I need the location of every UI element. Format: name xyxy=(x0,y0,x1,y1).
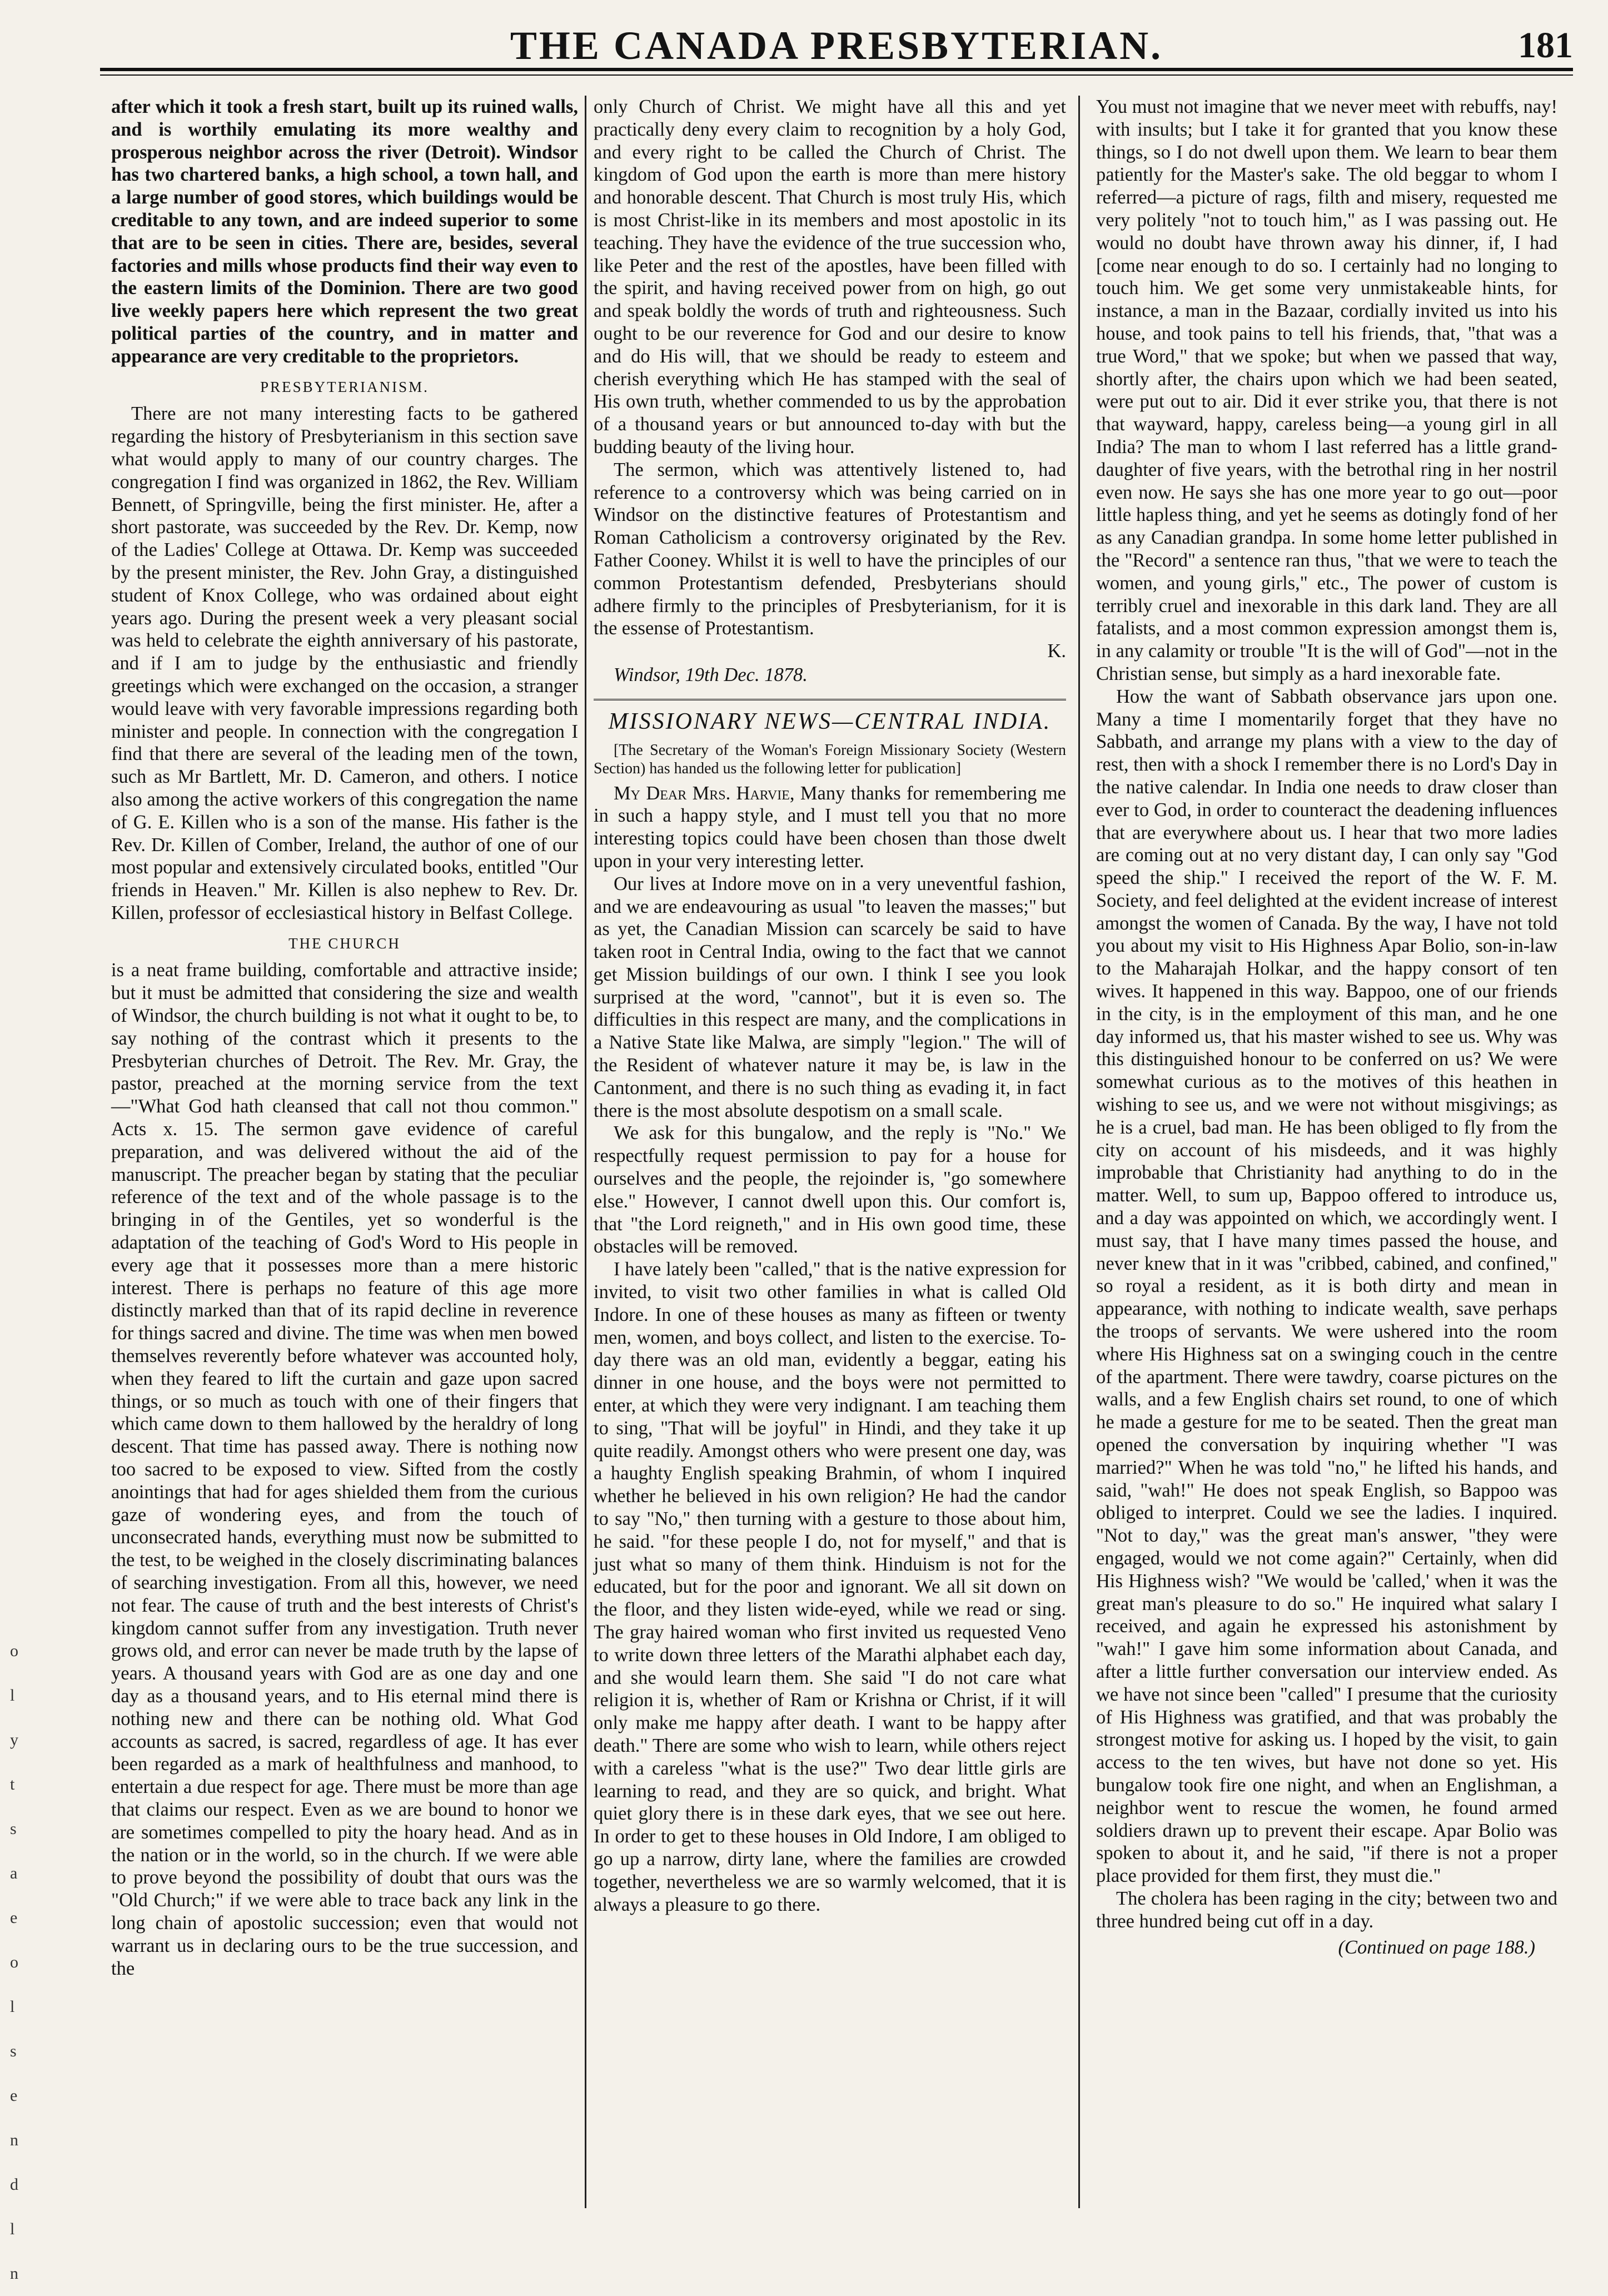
margin-mark: e xyxy=(10,1909,18,1927)
continued-notice: (Continued on page 188.) xyxy=(1338,1936,1535,1958)
margin-mark: t xyxy=(10,1775,15,1793)
editor-note: [The Secretary of the Woman's Foreign Missionary Society (Western Section) has handed us the following letter for publication] xyxy=(594,741,1066,777)
presbyterianism-paragraph: There are not many interesting facts to be gathered regarding the history of Presbyterianism in this section save what would apply to many of our country charges. The congregation I find was organized in 1862, the Rev. William Bennett, of Springville, being the first minister. He, after a short pastorate, was succeeded by the Rev. Dr. Kemp, now of the Ladies' College at Ottawa. Dr. Kemp was succeeded by the present minister, the Rev. John Gray, a distinguished student of Knox College, who was ordained about eight years ago. During the present week a very pleasant social was held to celebrate the eighth anniversary of his pastorate, and if I am to judge by the enthusiastic and friendly greetings which were exchanged on the occasion, a stranger would leave with very favorable impressions regarding both minister and people. In connection with the congregation I find that there are several of the leading men of the town, such as Mr Bartlett, Mr. D. Cameron, and others. I notice also among the active workers of this congregation the name of G. E. Killen who is a son of the manse. His father is the Rev. Dr. Killen of Comber, Ireland, the author of one of our most popular and extensively circulated books, entitled "Our friends in Heaven." Mr. Killen is also nephew to Rev. Dr. Killen, professor of ecclesiastical history in Belfast College. xyxy=(111,403,578,923)
page-number: 181 xyxy=(1518,25,1573,66)
heading-the-church: THE CHURCH xyxy=(288,935,401,952)
margin-mark: n xyxy=(10,2131,18,2149)
letter-paragraph: Our lives at Indore move on in a very uneventful fashion, and we are endeavouring as usual "to leaven the masses;" but as yet, the Canadian Mission can scarcely be said to have taken root in Central India, owing to the fact that we cannot get Mission buildings of our own. I think I see you look surprised at the word, "cannot", but it is even so. The difficulties in this respect are many, and the complications in a Native State like Malwa, are simply "legion." The will of the Resident of whatever nature it may be, is law in the Cantonment, and there is no such thing as evading it, in fact there is the most absolute despotism on a small scale. xyxy=(594,873,1066,1121)
letter-paragraph: We ask for this bungalow, and the reply is "No." We respectfully request permission to pay for a house for ourselves and the people, the rejoinder is, "go somewhere else." However, I cannot dwell upon this. Our comfort is, that "the Lord reigneth," and in His own good time, these obstacles will be removed. xyxy=(594,1122,1066,1258)
margin-mark: l xyxy=(10,1997,15,2016)
masthead-rule xyxy=(100,68,1573,71)
column-2 xyxy=(594,96,1066,1916)
letter-opening xyxy=(594,782,1066,873)
letter-paragraph: The cholera has been raging in the city; between two and three hundred being cut off in a day. xyxy=(1096,1887,1557,1932)
margin-mark: l xyxy=(10,1686,15,1704)
sermon-paragraph: The sermon, which was attentively listened to, had reference to a controversy which was being carried on in Windsor on the distinctive features of Protestantism and Roman Catholicism a controversy originated by the Rev. Father Cooney. Whilst it is well to have the principles of our common Protestantism defended, Presbyterians should adhere firmly to the principles of Presbyterianism, for it is the essense of Protestantism. xyxy=(594,459,1066,639)
letter-paragraph: How the want of Sabbath observance jars upon one. Many a time I momentarily forget that they have no Sabbath, and arrange my plans with a view to the day of rest, then with a shock I remember there is no Lord's Day in the native calendar. In India one needs to draw closer than ever to God, in order to counteract the deadening influences that are everywhere about us. I hear that two more ladies are coming out at no very distant day, I can only say "God speed the ship." I received the report of the W. F. M. Society, and feel delighted at the evident increase of interest amongst the women of Canada. By the way, I have not told you about my visit to His Highness Apar Bolio, son-in-law to the Maharajah Holkar, and the happy consort of ten wives. It happened in this way. Bappoo, one of our friends in the city, is in the employment of this man, and he one day informed us, that his master wished to see us. Why was this distinguished honour to be conferred on us? We were somewhat curious as to the motives of this heathen in wishing to see us, and we were not without misgivings; as he is a cruel, bad man. He has been obliged to fly from the city on account of his misdeeds, and it was highly improbable that Christianity had anything to do in the matter. Well, to sum up, Bappoo offered to introduce us, and a day was appointed on which, we accordingly went. I must say, that I have many times passed the house, and never knew that in it was "cribbed, cabined, and confined," so royal a resident, as it is both dirty and mean in appearance, with nothing to indicate wealth, save perhaps the troops of servants. We were ushered into the room where His Highness sat on a swinging couch in the centre of the apartment. There were tawdry, coarse pictures on the walls, and a few English chairs set round, to one of which he made a gesture for me to be seated. Then the great man opened the conversation by inquiring whether "I was married?" When he was told "no," he lifted his hands, and said, "wah!" He does not speak English, so Bappoo was obliged to interpret. Could we see the ladies. I inquired. "Not to day," was the great man's answer, "they were engaged, would we not come again?" Certainly, when did His Highness wish? "We would be 'called,' when it was the great man's pleasure to do so." He inquired what salary I received, and again he expressed his astonishment by "wah!" I gave him some information about Canada, and after a little further conversation our interview ended. As we have not since been "called" I presume that the curiosity of His Highness was gratified, and that was probably the strongest motive for asking us. I hoped by the visit, to gain access to the ten wives, but have not done so yet. His bungalow took fire one night, and when an Englishman, a neighbor went to rescue the women, he found armed soldiers drawn up to prevent their escape. Apar Bolio was spoken to about it, and he said, "if there is not a proper place provided for them first, they must die." xyxy=(1096,685,1557,1887)
heading-presbyterianism: PRESBYTERIANISM. xyxy=(260,378,429,395)
column-3 xyxy=(1096,96,1557,1959)
margin-mark: s xyxy=(10,1820,17,1838)
author-signature: K. xyxy=(1047,640,1066,662)
margin-mark: s xyxy=(10,2042,17,2060)
missionary-news-heading: MISSIONARY NEWS—CENTRAL INDIA. xyxy=(594,699,1066,733)
column-1 xyxy=(111,96,578,1980)
margin-mark: e xyxy=(10,2086,18,2105)
column-divider xyxy=(585,96,586,2208)
church-paragraph: is a neat frame building, comfortable and attractive inside; but it must be admitted that considering the size and wealth of Windsor, the church building is not what it ought to be, to say nothing of the contrast which it presents to the Presbyterian churches of Detroit. The Rev. Mr. Gray, the pastor, preached at the morning service from the text—"What God hath cleansed that call not thou common." Acts x. 15. The sermon gave evidence of careful preparation, and was delivered without the aid of the manuscript. The preacher began by stating that the peculiar reference of the text and of the whole passage is to the bringing in of the Gentiles, yet so wonderful is the adaptation of the teaching of God's Word to His people in every age that it possesses more than a mere historic interest. There is perhaps no feature of this age more distinctly marked than that of its rapid decline in reverence for things sacred and divine. The time was when men bowed themselves reverently before whatever was accounted holy, when they feared to lift the curtain and gaze upon sacred things, or so much as touch with one of their fingers that which came down to them hallowed by the heraldry of long descent. That time has passed away. There is nothing now too sacred to be exposed to view. Sifted from the costly anointings that had for ages shielded them from the curious gaze of wondering eyes, and from the touch of unconsecrated hands, everything must now be submitted to the test, to be weighed in the closely discriminating balances of searching investigation. From all this, however, we need not fear. The cause of truth and the best interests of Christ's kingdom cannot suffer from any investigation. Truth never grows old, and error can never be made truth by the lapse of years. A thousand years with God are as one day and one day as a thousand years, and to His eternal mind there is nothing new and there can be nothing old. What God accounts as sacred, is sacred, regardless of age. It has ever been regarded as a mark of healthfulness and manhood, to entertain a due respect for age. There must be more than age that claims our respect. Even as we are bound to honor we are sometimes compelled to pity the hoary head. And as in the nation or in the world, so in the church. If we were able to prove beyond the possibility of doubt that ours was the "Old Church;" if we were able to trace back any link in the long chain of apostolic succession; even that would not warrant us in declaring ours to be the true succession, and the xyxy=(111,960,578,1979)
salutation: My Dear Mrs. Harvie, xyxy=(614,782,795,804)
margin-mark: a xyxy=(10,1864,18,1882)
dateline: Windsor, 19th Dec. 1878. xyxy=(614,664,808,685)
masthead xyxy=(100,21,1573,71)
masthead-rule-thin xyxy=(100,74,1573,76)
church-continuation-paragraph: only Church of Christ. We might have all this and yet practically deny every claim to recognition by a holy God, and every right to be called the Church of Christ. The kingdom of God upon the earth is more than mere history and honorable descent. That Church is most truly His, which is most Christ-like in its members and most apostolic in its teaching. They have the evidence of the true succession who, like Peter and the rest of the apostles, have been filled with the spirit, and having received power from on high, go out and speak boldly the words of truth and righteousness. Such ought to be our reverence for God and our desire to know and do His will, that we should be ready to esteem and cherish everything which He has stamped with the seal of His own truth, whether commended to us by the approbation of a thousand years or but announced to-day with but the budding beauty of the living hour. xyxy=(594,96,1066,458)
windsor-intro-paragraph: after which it took a fresh start, built up its ruined walls, and is worthily emulating its more wealthy and prosperous neighbor across the river (Detroit). Windsor has two chartered banks, a high school, a town hall, and a large number of good stores, which buildings would be creditable to any town, and are indeed superior to some that are to be seen in cities. There are, besides, several factories and mills whose products find their way even to the eastern limits of the Dominion. There are two good live weekly papers here which represent the two great political parties of the country, and in matter and appearance are very creditable to the proprietors. xyxy=(111,96,578,367)
column-divider xyxy=(1078,96,1080,2208)
margin-mark: n xyxy=(10,2264,18,2283)
letter-opening-text: Many thanks for remembering me in such a happy style, and I must tell you that no more interesting topics could have been chosen than those dwelt upon in your very interesting letter. xyxy=(594,782,1066,872)
margin-mark: o xyxy=(10,1642,18,1660)
margin-marks xyxy=(10,1629,32,2296)
letter-paragraph: You must not imagine that we never meet with rebuffs, nay! with insults; but I take it for granted that you know these things, so I do not dwell upon them. We learn to bear them patiently for the Master's sake. The old beggar to whom I referred—a picture of rags, filth and misery, requested me very politely "not to touch him," as I was passing out. He would no doubt have thrown away his dinner, if, I had [come near enough to do so. I certainly had no longing to touch him. We get some very unmistakeable hints, for instance, a man in the Bazaar, cordially invited us into his house, and took pains to tell his friends, that, "that was a true Word," that we spoke; but when we passed that way, shortly after, the chairs upon which we had been seated, were put out to air. Did it ever strike you, that there is not that wayward, happy, careless being—a young girl in all India? The man to whom I last referred has a little grand-daughter of five years, with the betrothal ring in her nostril even now. He says she has one more year to go out—poor little hapless thing, and yet he seems as dotingly fond of her as any Canadian grandpa. In some home letter published in the "Record" a sentence ran thus, "that we were to teach the women, and young girls," etc., The power of custom is terribly cruel and inexorable in this dark land. They are all fatalists, and a most common expression amongst them is, in any calamity or trouble "It is the will of God"—not in the Christian sense, but simply as a hard inexorable fate. xyxy=(1096,96,1557,684)
letter-paragraph: I have lately been "called," that is the native expression for invited, to visit two other families in what is called Old Indore. In one of these houses as many as fifteen or twenty men, women, and boys collect, and listen to the exercise. To-day there was an old man, evidently a beggar, eating his dinner in one house, and the boys were not permitted to enter, at which they were very indignant. I am teaching them to sing, "That will be joyful" in Hindi, and they take it up quite readily. Amongst others who were present one day, was a haughty English speaking Brahmin, of whom I inquired whether he believed in his own religion? He had the candor to say "No," then turning with a gesture to those about him, he said. "for these people I do, not for myself," and that is just what so many of them think. Hinduism is not for the educated, but for the poor and ignorant. We all sit down on the floor, and they listen wide-eyed, while we read or sing. The gray haired woman who first invited us requested Veno to write down three letters of the Marathi alphabet each day, and she would learn them. She said "I do not care what religion it is, whether of Ram or Krishna or Christ, if it will only make me happy after death. I want to be happy after death." There are some who wish to learn, while others reject with a careless "what is the use?" Two dear little girls are learning to read, and they are so quick, and bright. What quiet glory there is in these dark eyes, that we see out here. In order to get to these houses in Old Indore, I am obliged to go up a narrow, dirty lane, where the families are crowded together, nevertheless we are so warmly welcomed, that it is always a pleasure to go there. xyxy=(594,1259,1066,1915)
publication-title: THE CANADA PRESBYTERIAN. xyxy=(510,23,1163,68)
margin-mark: y xyxy=(10,1731,18,1749)
margin-mark: d xyxy=(10,2175,18,2194)
margin-mark: l xyxy=(10,2220,15,2238)
margin-mark: o xyxy=(10,1953,18,1971)
